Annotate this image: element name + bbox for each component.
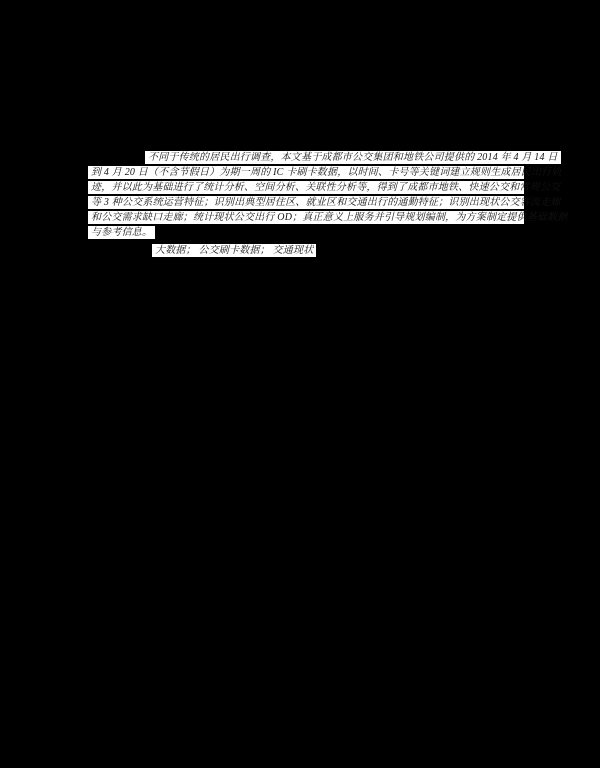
abstract-line: 不同于传统的居民出行调查，本文基于成都市公交集团和地铁公司提供的 2014 年 4 月 14 日: [145, 151, 561, 164]
abstract-line: 与参考信息。: [88, 226, 155, 239]
keywords-line: 大数据； 公交刷卡数据； 交通现状: [152, 244, 316, 257]
abstract-line: 到 4 月 20 日（不含节假日）为期一周的 IC 卡刷卡数据，以时间、卡号等关键词建立规则生成居民出行轨: [88, 166, 524, 179]
abstract-block: [88, 151, 568, 259]
abstract-line: 迹，并以此为基础进行了统计分析、空间分析、关联性分析等，得到了成都市地铁、快速公交和常规公交: [88, 181, 524, 194]
abstract-line: 等 3 种公交系统运营特征；识别出典型居住区、就业区和交通出行的通勤特征；识别出现状公交客流走廊: [88, 196, 524, 209]
abstract-line: 和公交需求缺口走廊；统计现状公交出行 OD；真正意义上服务并引导规划编制，为方案制定提供基础数据: [88, 211, 524, 224]
